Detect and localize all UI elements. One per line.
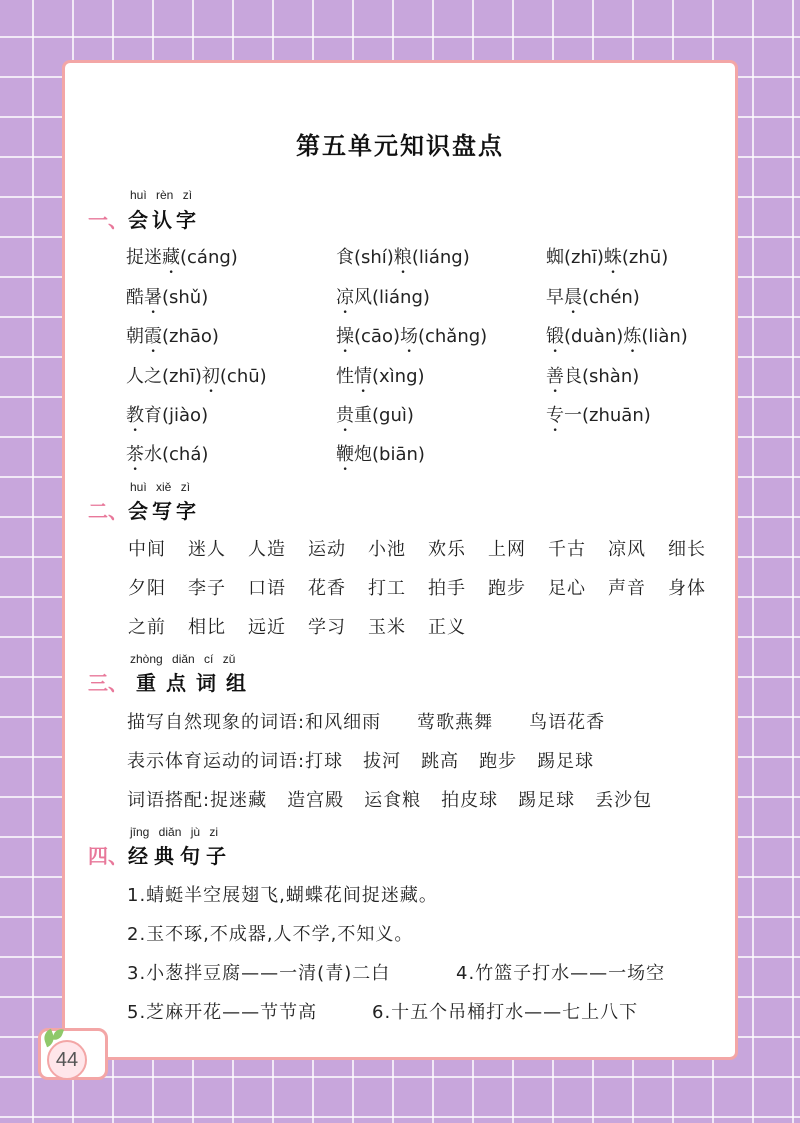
write-word: 足心 xyxy=(548,578,586,599)
section-pinyin: zhòng diǎn cí zǔ xyxy=(130,652,236,666)
vocab-item: 捉迷藏(cáng) xyxy=(126,247,238,268)
section-pinyin: jīng diǎn jù zi xyxy=(130,825,219,839)
section-title: 重点词组 xyxy=(136,671,256,695)
section-number: 一、 xyxy=(88,208,128,232)
write-word: 欢乐 xyxy=(428,539,466,560)
write-word: 身体 xyxy=(668,578,706,599)
vocab-item: 操(cāo)场(chǎng) xyxy=(336,326,488,347)
write-row xyxy=(128,574,728,600)
write-word: 学习 xyxy=(308,617,346,638)
write-word: 正义 xyxy=(428,617,466,638)
sentence: 2.玉不琢,不成器,人不学,不知义。 xyxy=(127,924,414,945)
sentence: 1.蜻蜓半空展翅飞,蝴蝶花间捉迷藏。 xyxy=(127,885,438,906)
write-word: 声音 xyxy=(608,578,646,599)
section-heading xyxy=(88,495,200,524)
section-title: 会写字 xyxy=(128,499,200,523)
write-word: 运动 xyxy=(308,539,346,560)
write-word: 口语 xyxy=(248,578,286,599)
write-word: 打工 xyxy=(368,578,406,599)
write-word: 夕阳 xyxy=(128,578,166,599)
write-word: 拍手 xyxy=(428,578,466,599)
write-word: 小池 xyxy=(368,539,406,560)
write-word: 远近 xyxy=(248,617,286,638)
vocab-item: 贵重(guì) xyxy=(336,405,414,426)
write-word: 相比 xyxy=(188,617,226,638)
page-number: 44 xyxy=(47,1040,87,1080)
section-heading xyxy=(88,204,200,233)
vocab-item: 早晨(chén) xyxy=(546,287,640,308)
write-row xyxy=(128,613,488,639)
write-word: 李子 xyxy=(188,578,226,599)
vocab-item: 酷暑(shǔ) xyxy=(126,287,209,308)
vocab-item: 专一(zhuān) xyxy=(546,405,651,426)
phrase-line: 词语搭配:捉迷藏 造宫殿 运食粮 拍皮球 踢足球 丢沙包 xyxy=(127,790,653,811)
write-word: 中间 xyxy=(128,539,166,560)
phrase-line: 表示体育运动的词语:打球 拔河 跳高 跑步 踢足球 xyxy=(127,751,595,772)
section-number: 二、 xyxy=(88,499,128,523)
vocab-item: 凉风(liáng) xyxy=(336,287,430,308)
vocab-item: 鞭炮(biān) xyxy=(336,444,425,465)
write-word: 千古 xyxy=(548,539,586,560)
sentence: 5.芝麻开花——节节高 xyxy=(127,1002,318,1023)
vocab-item: 锻(duàn)炼(liàn) xyxy=(546,326,688,347)
write-word: 花香 xyxy=(308,578,346,599)
vocab-item: 教育(jiào) xyxy=(126,405,209,426)
vocab-item: 蜘(zhī)蛛(zhū) xyxy=(546,247,669,268)
write-word: 凉风 xyxy=(608,539,646,560)
sentence: 4.竹篮子打水——一场空 xyxy=(456,963,666,984)
write-row xyxy=(128,535,728,561)
vocab-item: 善良(shàn) xyxy=(546,366,640,387)
vocab-item: 性情(xìng) xyxy=(336,366,425,387)
section-title: 经典句子 xyxy=(128,844,232,868)
phrase-line: 描写自然现象的词语:和风细雨 莺歌燕舞 鸟语花香 xyxy=(127,712,606,733)
section-heading xyxy=(88,840,232,869)
write-word: 之前 xyxy=(128,617,166,638)
vocab-item: 朝霞(zhāo) xyxy=(126,326,219,347)
vocab-item: 食(shí)粮(liáng) xyxy=(336,247,470,268)
write-word: 细长 xyxy=(668,539,706,560)
write-word: 上网 xyxy=(488,539,526,560)
page-title: 第五单元知识盘点 xyxy=(296,132,504,160)
sentence: 3.小葱拌豆腐——一清(青)二白 xyxy=(127,963,391,984)
section-pinyin: huì xiě zì xyxy=(130,480,191,494)
section-heading xyxy=(88,667,256,696)
sentence: 6.十五个吊桶打水——七上八下 xyxy=(372,1002,639,1023)
section-pinyin: huì rèn zì xyxy=(130,188,193,202)
vocab-item: 茶水(chá) xyxy=(126,444,209,465)
section-number: 四、 xyxy=(88,844,128,868)
write-word: 跑步 xyxy=(488,578,526,599)
write-word: 迷人 xyxy=(188,539,226,560)
vocab-item: 人之(zhī)初(chū) xyxy=(126,366,267,387)
section-number: 三、 xyxy=(88,671,128,695)
write-word: 人造 xyxy=(248,539,286,560)
section-title: 会认字 xyxy=(128,208,200,232)
write-word: 玉米 xyxy=(368,617,406,638)
